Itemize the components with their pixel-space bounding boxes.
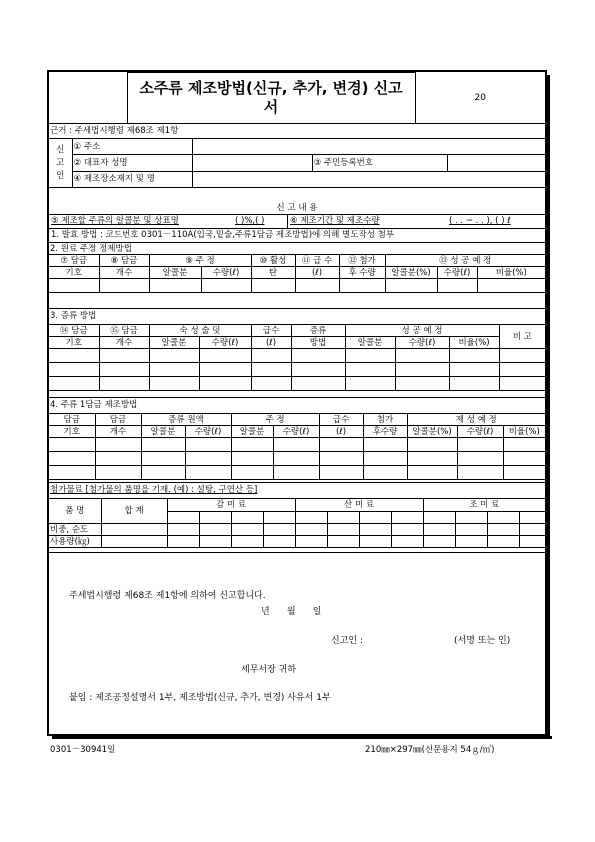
add-cell[interactable] [423, 511, 455, 524]
section-2-title: 2. 원료 주정 정제방법 [50, 244, 132, 254]
date-line[interactable]: 년 월 일 [261, 607, 322, 617]
s3-cell[interactable] [49, 377, 99, 391]
s4-h-count: 담금 [95, 414, 141, 426]
s2-h-carbon: ⑩ 활성 [251, 255, 295, 267]
s3-h2-4: (ℓ) [251, 337, 291, 349]
addressee: 세무서장 귀하 [241, 665, 297, 675]
add-cell[interactable] [391, 524, 423, 536]
s2-h-water: ⑪ 급 수 [295, 255, 339, 267]
add-cell[interactable] [391, 536, 423, 548]
add-cell[interactable] [519, 536, 545, 548]
attachments: 붙임 : 제조공정설명서 1부, 제조방법(신규, 추가, 변경) 사유서 1부 [69, 693, 331, 703]
s3-cell[interactable] [251, 349, 291, 363]
s4-cell[interactable] [141, 438, 185, 452]
item5-6-row [49, 214, 545, 229]
s3-cell[interactable] [291, 363, 345, 377]
s3-h2-5: 방법 [291, 337, 345, 349]
applicant-label [49, 139, 72, 188]
add-cell[interactable] [487, 511, 519, 524]
s4-cell[interactable] [231, 438, 273, 452]
s4-cell[interactable] [185, 438, 231, 452]
report-heading: 신 고 내 용 [276, 203, 318, 213]
table-row [49, 452, 545, 466]
s2-cell[interactable] [339, 279, 385, 293]
s4-h2-6: (ℓ) [319, 426, 363, 438]
s4-cell[interactable] [363, 452, 407, 466]
add-cell[interactable] [263, 536, 295, 548]
s2-h2-7: 알콜분(%) [385, 267, 437, 279]
s4-cell[interactable] [319, 438, 363, 452]
s2-h-code: ⑦ 담금 [49, 255, 99, 267]
add-cell[interactable] [455, 524, 487, 536]
add-cell[interactable] [487, 524, 519, 536]
sweetener-label: 감 미 료 [167, 499, 295, 512]
s2-cell[interactable] [49, 279, 99, 293]
s3-cell[interactable] [199, 377, 251, 391]
form-code: 0301－30941일 [50, 745, 116, 755]
s4-h2-3: 수량(ℓ) [185, 426, 231, 438]
add-cell[interactable] [359, 511, 391, 524]
item5-label: ⑤ 제조할 주류의 알콜분 및 상표명 [51, 216, 179, 226]
add-cell[interactable] [519, 524, 545, 536]
add-cell[interactable] [327, 511, 359, 524]
s3-cell[interactable] [345, 349, 395, 363]
applicant-char-2: 고 [56, 157, 65, 168]
add-cell[interactable] [101, 524, 167, 536]
add-cell[interactable] [327, 524, 359, 536]
s2-h-spirit: ⑨ 주 정 [149, 255, 251, 267]
s4-h2-1: 개수 [95, 426, 141, 438]
s3-cell[interactable] [395, 363, 449, 377]
add-cell[interactable] [199, 524, 231, 536]
seasoning-label: 조 미 료 [423, 499, 545, 512]
section-2-table [49, 254, 545, 293]
s4-cell[interactable] [231, 466, 273, 480]
basis-row [49, 125, 545, 137]
s2-h2-5: (ℓ) [295, 267, 339, 279]
address-field[interactable] [192, 139, 545, 155]
address-label: ① 주소 [72, 139, 192, 155]
report-content [49, 201, 545, 243]
s4-cell[interactable] [49, 466, 95, 480]
table-row [49, 377, 545, 391]
s4-cell[interactable] [141, 466, 185, 480]
s4-cell[interactable] [363, 466, 407, 480]
s3-h2-3: 수량(ℓ) [199, 337, 251, 349]
form-frame [47, 70, 547, 736]
s3-h2-7: 수량(ℓ) [395, 337, 449, 349]
factory-label: ④ 제조장소재지 및 명 [72, 171, 192, 187]
s4-cell[interactable] [407, 466, 457, 480]
method-text: 1. 발효 방법 : 코드번호 0301－110A(입국,밑술,주류1담금 제조방법)에 의해 별도작성 첨부 [49, 229, 545, 243]
resident-no-label: ③ 주민등록번호 [312, 155, 447, 171]
table-row [49, 363, 545, 377]
section-4-title: 4. 주류 1담금 제조방법 [49, 397, 545, 413]
table-row [49, 279, 545, 293]
add-cell[interactable] [423, 524, 455, 536]
s3-h-water: 급수 [251, 325, 291, 337]
s2-h2-4: 탄 [251, 267, 295, 279]
title-blank [49, 73, 127, 124]
s2-h2-9: 비율(%) [477, 267, 545, 279]
s4-h2-2: 알콜분 [141, 426, 185, 438]
statement: 주세법시행령 제68조 제1항에 의하여 신고합니다. [69, 591, 266, 601]
s3-cell[interactable] [499, 363, 545, 377]
s3-h2-8: 비율(%) [449, 337, 499, 349]
s4-cell[interactable] [457, 438, 503, 452]
s4-cell[interactable] [95, 452, 141, 466]
s2-h2-0: 기호 [49, 267, 99, 279]
s2-cell[interactable] [251, 279, 295, 293]
applicant-char-3: 인 [56, 170, 65, 181]
s3-cell[interactable] [99, 363, 149, 377]
s3-cell[interactable] [49, 363, 99, 377]
s2-h2-6: 후 수량 [339, 267, 385, 279]
additive-section [49, 482, 545, 548]
s3-cell[interactable] [291, 377, 345, 391]
s3-cell[interactable] [149, 377, 199, 391]
s2-h2-1: 개수 [99, 267, 149, 279]
additive-title: 첨가물료 [첨가물의 품명을 기재. (예) : 설탕, 구연산 등] [49, 482, 545, 498]
factory-field[interactable] [192, 171, 545, 187]
s4-cell[interactable] [363, 438, 407, 452]
s3-cell[interactable] [199, 349, 251, 363]
s2-h2-3: 수량(ℓ) [201, 267, 251, 279]
add-cell[interactable] [199, 536, 231, 548]
applicant-table [49, 138, 545, 188]
declaration [49, 552, 545, 733]
s4-cell[interactable] [503, 452, 545, 466]
s3-cell[interactable] [395, 349, 449, 363]
s3-cell[interactable] [99, 349, 149, 363]
item5-fill[interactable]: ( )%,( ) [235, 216, 265, 226]
s4-h-plan: 제 성 예 정 [407, 414, 545, 426]
rep-name-label: ② 대표자 성명 [72, 155, 192, 171]
s3-h2-1: 개수 [99, 337, 149, 349]
add-cell[interactable] [231, 536, 263, 548]
resident-no-field[interactable] [447, 155, 545, 171]
s2-cell[interactable] [385, 279, 437, 293]
s4-cell[interactable] [185, 466, 231, 480]
s2-cell[interactable] [295, 279, 339, 293]
section-4 [49, 397, 545, 480]
add-cell[interactable] [423, 536, 455, 548]
additive-name-label: 품 명 [49, 499, 101, 524]
s3-cell[interactable] [149, 363, 199, 377]
title-line-2: 서 [263, 98, 279, 116]
item6-label: ⑥ 제조기간 및 제조수량 [290, 216, 380, 226]
add-cell[interactable] [231, 524, 263, 536]
s4-cell[interactable] [273, 452, 319, 466]
section-4-table [49, 413, 545, 480]
add-cell[interactable] [391, 511, 423, 524]
form-title [127, 73, 415, 124]
basis-text: 근거 : 주세법시행령 제68조 제1항 [50, 126, 179, 136]
s4-h-spirit: 주 정 [231, 414, 319, 426]
usage-label: 사용량(㎏) [49, 536, 101, 548]
sign-label[interactable]: (서명 또는 인) [454, 636, 511, 646]
s2-cell[interactable] [149, 279, 201, 293]
s4-cell[interactable] [273, 438, 319, 452]
s2-h-count: ⑧ 담금 [99, 255, 149, 267]
s4-cell[interactable] [407, 452, 457, 466]
add-cell[interactable] [167, 536, 199, 548]
add-cell[interactable] [327, 536, 359, 548]
item6-fill[interactable]: ( . . ~ . . ), ( ) ℓ [449, 216, 511, 226]
add-cell[interactable] [359, 524, 391, 536]
s3-cell[interactable] [199, 363, 251, 377]
s4-h2-9: 수량(ℓ) [457, 426, 503, 438]
s4-cell[interactable] [95, 438, 141, 452]
table-row [49, 536, 545, 548]
s2-h2-8: 수량(ℓ) [437, 267, 477, 279]
s3-cell[interactable] [149, 349, 199, 363]
table-row [49, 524, 545, 536]
add-cell[interactable] [455, 511, 487, 524]
s4-cell[interactable] [49, 438, 95, 452]
add-cell[interactable] [167, 524, 199, 536]
s4-cell[interactable] [273, 466, 319, 480]
add-cell[interactable] [519, 511, 545, 524]
add-cell[interactable] [455, 536, 487, 548]
s2-cell[interactable] [477, 279, 545, 293]
add-cell[interactable] [295, 536, 327, 548]
s4-cell[interactable] [95, 466, 141, 480]
add-cell[interactable] [487, 536, 519, 548]
reporter-label: 신고인 : [331, 636, 363, 646]
s3-cell[interactable] [395, 377, 449, 391]
gravity-label: 비중, 순도 [49, 524, 101, 536]
s3-cell[interactable] [291, 349, 345, 363]
s4-h2-7: 후수량 [363, 426, 407, 438]
add-cell[interactable] [231, 511, 263, 524]
s2-h-plan: ⑬ 성 공 예 정 [385, 255, 545, 267]
section-3-table [49, 324, 545, 391]
s3-h-code: ⑭ 담금 [49, 325, 99, 337]
s4-h2-5: 수량(ℓ) [273, 426, 319, 438]
add-cell[interactable] [295, 524, 327, 536]
s3-cell[interactable] [449, 377, 499, 391]
s4-h-distillate: 증류 원액 [141, 414, 231, 426]
s3-cell[interactable] [449, 363, 499, 377]
s3-h-count: ⑮ 담금 [99, 325, 149, 337]
s4-h2-10: 비율(%) [503, 426, 545, 438]
processing-period: 20 [415, 73, 545, 124]
add-cell[interactable] [263, 524, 295, 536]
s3-cell[interactable] [99, 377, 149, 391]
section-2 [49, 243, 545, 293]
s4-h2-4: 알콜분 [231, 426, 273, 438]
table-row [49, 349, 545, 363]
s4-cell[interactable] [503, 438, 545, 452]
s3-h-distill: 증류 [291, 325, 345, 337]
s4-cell[interactable] [457, 452, 503, 466]
s3-h-mash: 숙 성 술 덧 [149, 325, 251, 337]
add-cell[interactable] [359, 536, 391, 548]
s4-cell[interactable] [457, 466, 503, 480]
rep-name-field[interactable] [192, 155, 312, 171]
s3-cell[interactable] [345, 377, 395, 391]
s3-cell[interactable] [251, 363, 291, 377]
s4-cell[interactable] [319, 452, 363, 466]
s4-h-water: 급수 [319, 414, 363, 426]
s3-h2-0: 기호 [49, 337, 99, 349]
s2-cell[interactable] [437, 279, 477, 293]
section-3-title: 3. 증류 방법 [49, 308, 545, 324]
s4-cell[interactable] [503, 466, 545, 480]
s4-cell[interactable] [319, 466, 363, 480]
s4-h-added: 첨가 [363, 414, 407, 426]
s3-cell[interactable] [49, 349, 99, 363]
s4-cell[interactable] [185, 452, 231, 466]
paper-spec: 210㎜×297㎜(신문용지 54ｇ/㎡) [365, 745, 495, 755]
s3-h-plan: 성 공 예 정 [345, 325, 499, 337]
s2-cell[interactable] [99, 279, 149, 293]
s3-cell[interactable] [449, 349, 499, 363]
additive-table [49, 498, 545, 548]
s4-cell[interactable] [231, 452, 273, 466]
s3-cell[interactable] [345, 363, 395, 377]
add-cell[interactable] [199, 511, 231, 524]
s4-h-code: 담금 [49, 414, 95, 426]
s3-cell[interactable] [499, 349, 545, 363]
acidulant-label: 산 미 료 [295, 499, 423, 512]
applicant-char-1: 신 [56, 144, 65, 155]
title-line-1: 소주류 제조방법(신규, 추가, 변경) 신고 [139, 79, 403, 97]
s4-h2-0: 기호 [49, 426, 95, 438]
s3-h2-6: 알콜분 [345, 337, 395, 349]
s2-h-added: ⑫ 첨가 [339, 255, 385, 267]
add-cell[interactable] [295, 511, 327, 524]
s3-cell[interactable] [499, 377, 545, 391]
s4-cell[interactable] [49, 452, 95, 466]
s2-cell[interactable] [201, 279, 251, 293]
s3-cell[interactable] [251, 377, 291, 391]
s4-h2-8: 알콜분(%) [407, 426, 457, 438]
s4-cell[interactable] [407, 438, 457, 452]
s3-h-remarks: 비 고 [499, 325, 545, 349]
s2-h2-2: 알콜분 [149, 267, 201, 279]
section-3 [49, 308, 545, 391]
additive-total-label: 합 계 [101, 499, 167, 524]
s3-h2-2: 알콜분 [149, 337, 199, 349]
table-row [49, 438, 545, 452]
s4-cell[interactable] [141, 452, 185, 466]
add-cell[interactable] [263, 511, 295, 524]
add-cell[interactable] [101, 536, 167, 548]
table-row [49, 466, 545, 480]
add-cell[interactable] [167, 511, 199, 524]
title-table [49, 72, 545, 124]
